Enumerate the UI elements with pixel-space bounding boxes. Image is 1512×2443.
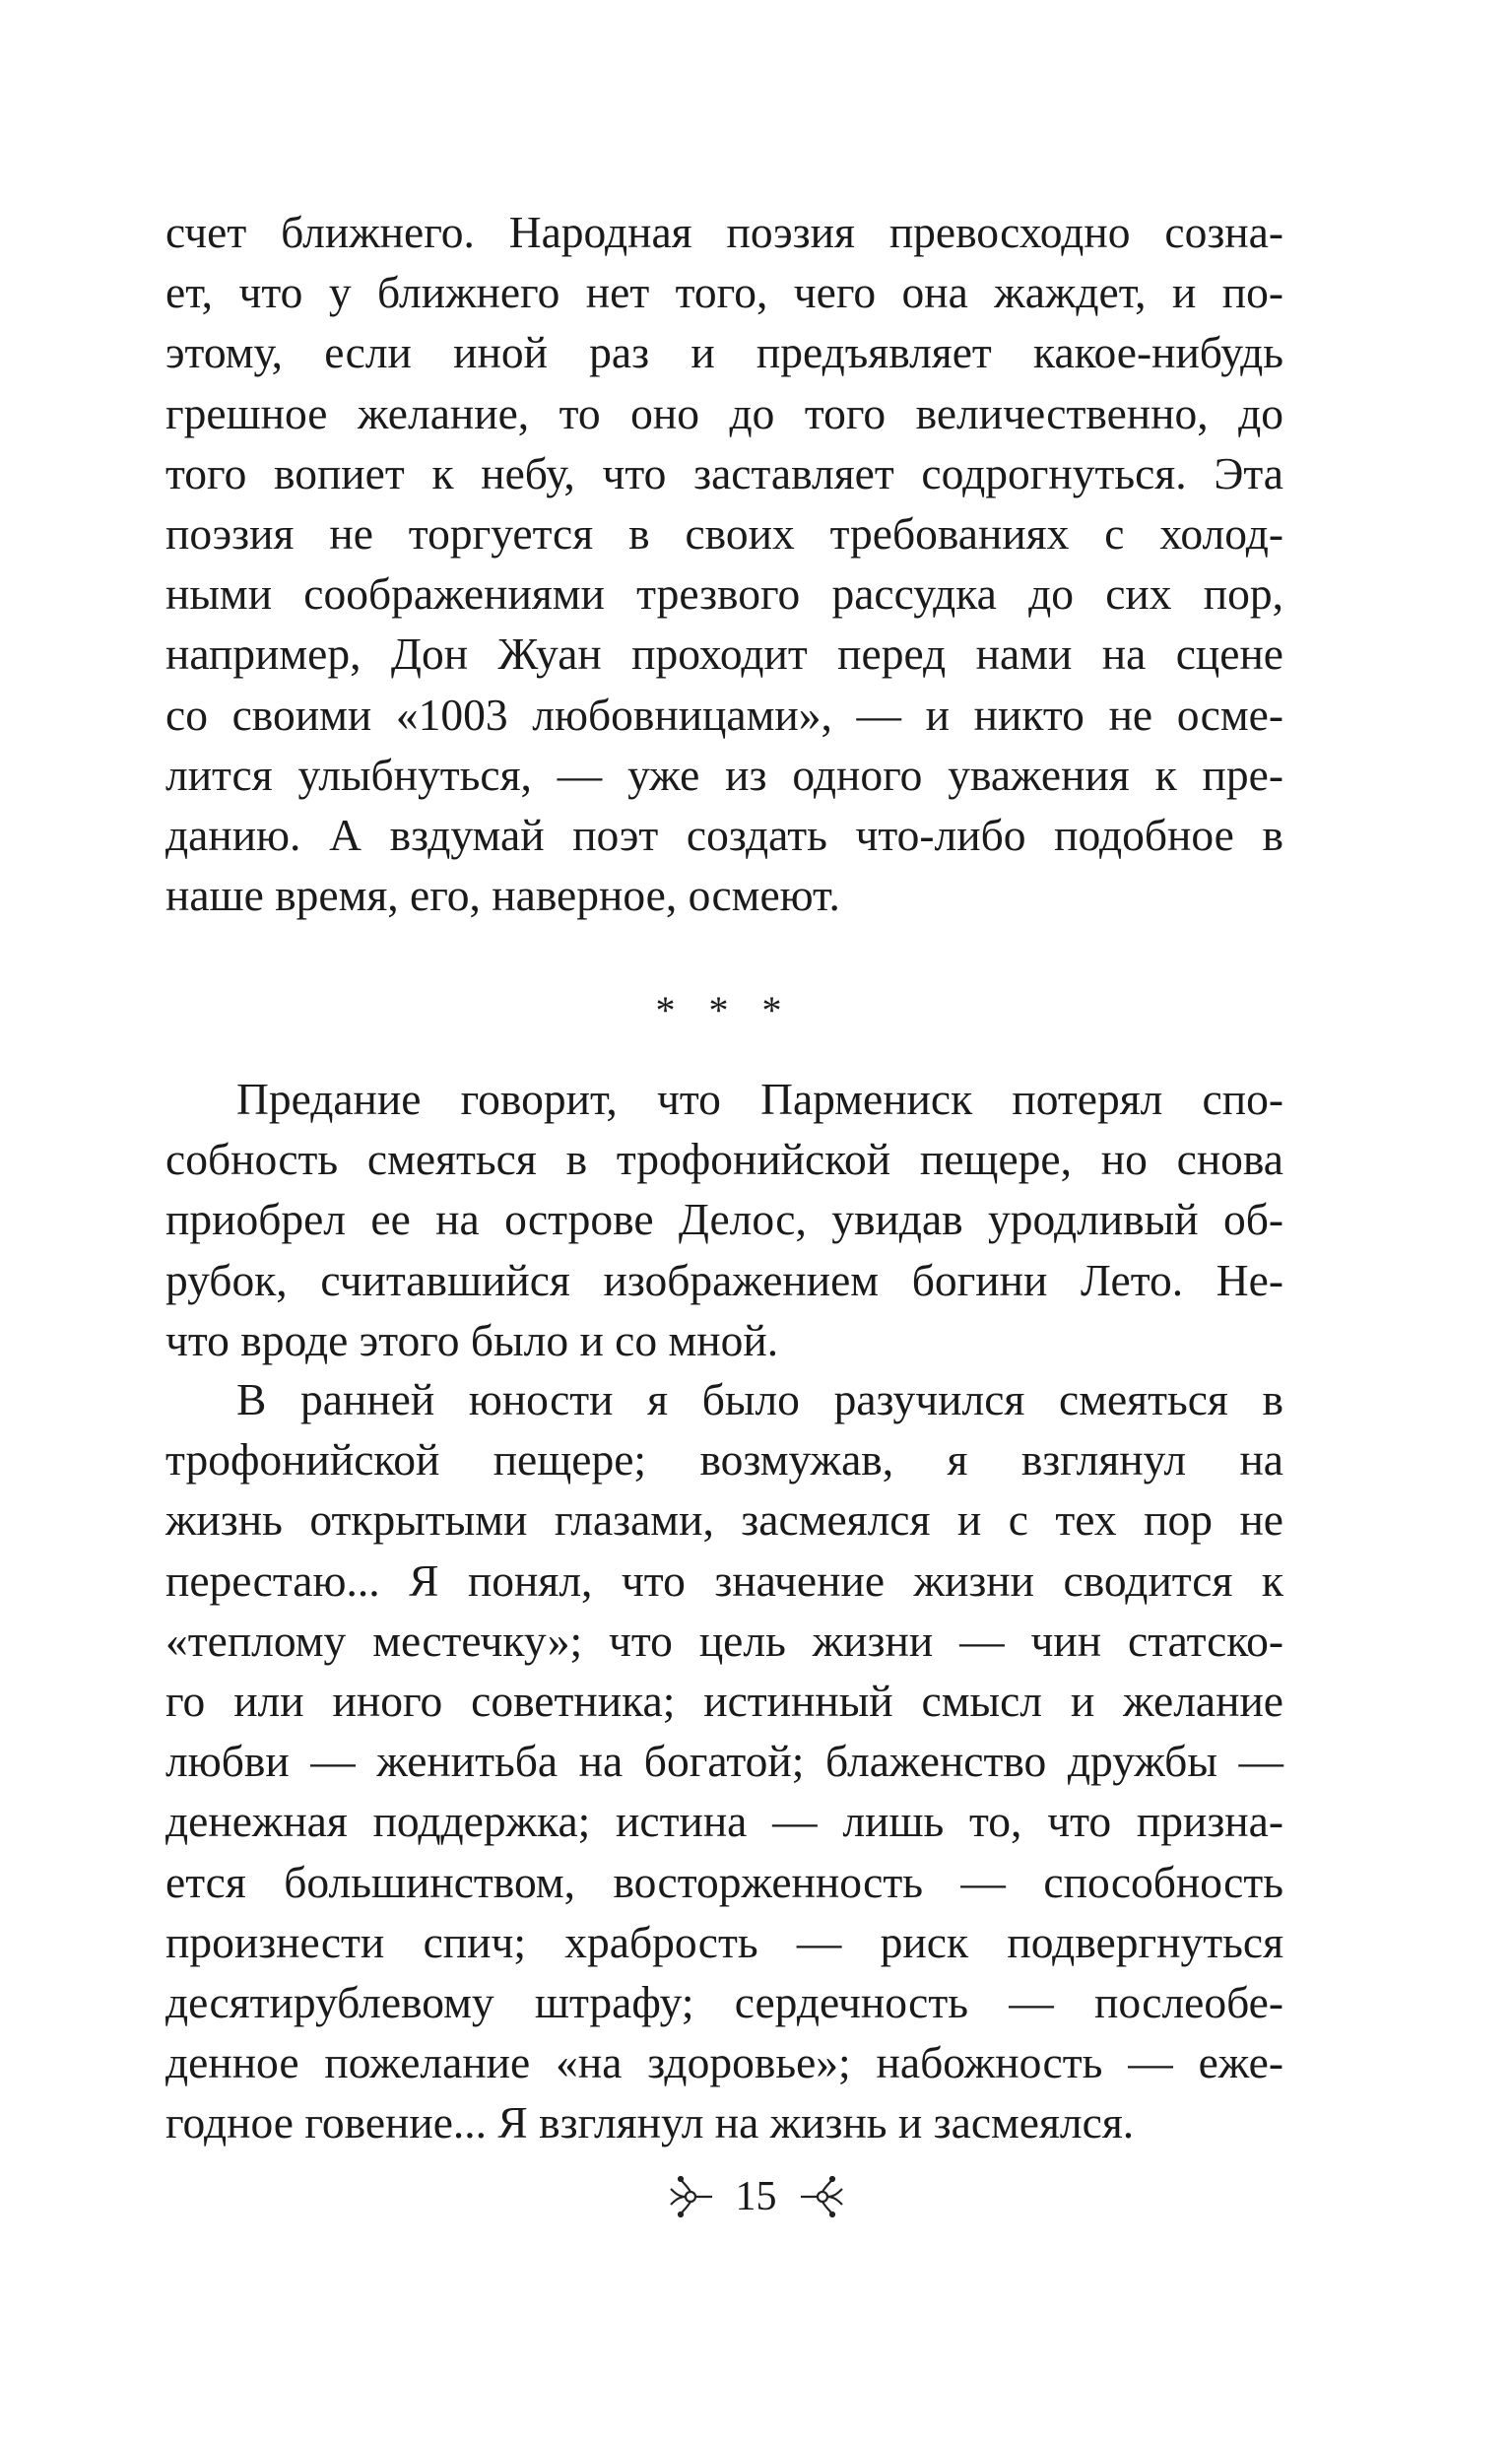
- text-line: поэзия не торгуется в своих требованиях с холод-: [165, 507, 1283, 559]
- text-line: со своими «1003 любовницами», — и никто не осме-: [165, 689, 1283, 740]
- text-line: грешное желание, то оно до того величественно, до: [165, 387, 1283, 438]
- text-line: денежная поддержка; истина — лишь то, что призна-: [165, 1796, 1283, 1847]
- fleuron-left-icon: [667, 2175, 714, 2218]
- text-line: что вроде этого было и со мной.: [165, 1314, 779, 1365]
- text-line: собность смеяться в трофонийской пещере, но снова: [165, 1134, 1283, 1185]
- text-line: того вопиет к небу, что заставляет содрогнуться. Эта: [165, 447, 1283, 498]
- text-line: В ранней юности я было разучился смеяться в: [236, 1374, 1283, 1424]
- text-line: счет ближнего. Народная поэзия превосходно созна-: [165, 207, 1283, 257]
- paragraph-continued: [165, 202, 1283, 925]
- text-line: жизнь открытыми глазами, засмеялся и с тех пор не: [165, 1494, 1283, 1546]
- section-separator: * * *: [655, 988, 794, 1032]
- text-line: лится улыбнуться, — уже из одного уважения к пре-: [165, 749, 1283, 800]
- text-line: рубок, считавшийся изображением богини Лето. Не-: [165, 1254, 1283, 1305]
- text-line: перестаю... Я понял, что значение жизни сводится к: [165, 1554, 1283, 1606]
- paragraph-youth: [165, 1369, 1283, 2152]
- text-line: любви — женитьба на богатой; блаженство дружбы —: [165, 1736, 1283, 1787]
- text-line: данию. А вздумай поэт создать что-либо подобное в: [165, 809, 1283, 860]
- text-line: например, Дон Жуан проходит перед нами на сцене: [165, 628, 1283, 680]
- paragraph-parmenisk: [165, 1069, 1283, 1370]
- text-line: произнести спич; храбрость — риск подвергнуться: [165, 1916, 1283, 1967]
- page-footer: [0, 2167, 1512, 2226]
- text-line: «теплому местечку»; что цель жизни — чин статско-: [165, 1615, 1283, 1666]
- text-line: наше время, его, наверное, осмеют.: [165, 870, 840, 921]
- text-line: го или иного советника; истинный смысл и желание: [165, 1675, 1283, 1726]
- text-line: приобрел ее на острове Делос, увидав уродливый об-: [165, 1194, 1283, 1245]
- fleuron-right-icon: [799, 2175, 846, 2218]
- text-line: трофонийской пещере; возмужав, я взглянул на: [165, 1434, 1283, 1486]
- text-line: этому, если иной раз и предъявляет какое-нибудь: [165, 327, 1283, 378]
- text-line: Предание говорит, что Пармениск потерял спо-: [236, 1074, 1283, 1124]
- text-line: ными соображениями трезвого рассудка до сих пор,: [165, 568, 1283, 620]
- page-number: 15: [735, 2174, 777, 2219]
- text-line: десятирублевому штрафу; сердечность — послеобе-: [165, 1976, 1283, 2027]
- text-line: денное пожелание «на здоровье»; набожность — еже-: [165, 2037, 1283, 2088]
- text-line: ется большинством, восторженность — способность: [165, 1856, 1283, 1907]
- text-line: ет, что у ближнего нет того, чего она жаждет, и по-: [165, 267, 1283, 318]
- text-line: годное говение... Я взглянул на жизнь и засмеялся.: [165, 2097, 1135, 2148]
